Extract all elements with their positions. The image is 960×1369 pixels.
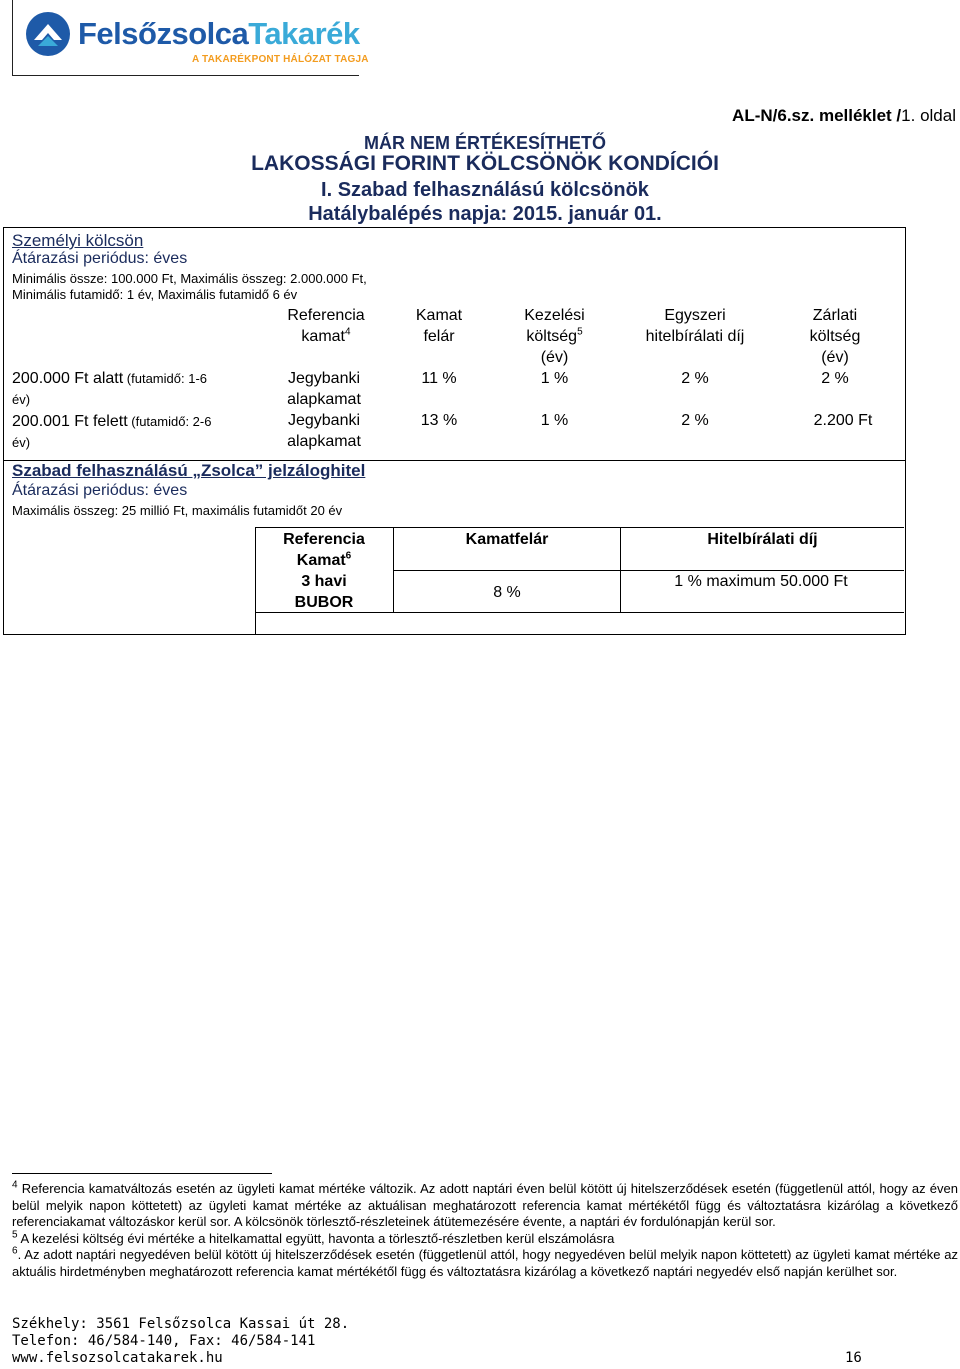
table-row-reference: 3 havi BUBOR: [294, 573, 354, 611]
footnote-6: $^6$. Az adott naptári negyedéven belül kötött új hitelszerződések esetén (függetlenül attól, hogy negyedéven belül melyik napon köttetett) az ügyleti kamat mértéke az aktuális hirdetményben meghatározott referencia kamat mértékétől függ és változtatásra kizárólag a következő naptári negyedév első napján kerülhet sor.: [12, 1245, 958, 1279]
header-closing-fee: Zárlati költség (év): [809, 307, 861, 366]
footnote-4: $^4$ Referencia kamatváltozás esetén az ügyleti kamat mértéke változik. Az adott naptári éven belül kötött új hitelszerződések esetén (függetlenül attól, hogy az éven belül melyik napon köttetett) az ügyleti kamat mértéke az aktuálisan meghatározott referencia kamat mértékétől függ és változtatásra kizárólag a következő referenciakamat változáskor kerül sor. A kölcsönök törlesztő-részleteinek átütemezésére évente, a naptári év fordulónapján kerül sor.: [12, 1179, 958, 1229]
table-row-handling: 1 %: [540, 412, 569, 429]
logo-tagline: A TAKARÉKPONT HÁLÓZAT TAGJA: [192, 54, 369, 65]
personal-loan-title: Személyi kölcsön: [12, 231, 144, 250]
table-row-reference: Jegybanki alapkamat: [287, 370, 361, 408]
title-main: LAKOSSÁGI FORINT KÖLCSÖNÖK KONDÍCIÓI: [251, 152, 719, 175]
table-row-reference: Jegybanki alapkamat: [287, 412, 361, 450]
mortgage-limits: Maximális összeg: 25 millió Ft, maximális futamidőt 20 év: [12, 503, 343, 518]
personal-loan-period: Átárazási periódus: éves: [12, 250, 188, 267]
personal-loan-limits-2: Minimális futamidő: 1 év, Maximális futamidő 6 év: [12, 287, 298, 302]
footnote-divider: [12, 1173, 272, 1174]
table-row-margin: 13 %: [420, 412, 458, 429]
table-row-closing: 2.200 Ft: [813, 412, 873, 429]
logo-arrow-icon: [24, 10, 72, 63]
table-row-handling: 1 %: [540, 370, 569, 387]
annex-label: [732, 106, 956, 126]
mortgage-period: Átárazási periódus: éves: [12, 482, 188, 499]
logo-wordmark: [78, 16, 360, 52]
header-assessment-fee: Hitelbírálati díj: [707, 531, 818, 548]
footer: [12, 1316, 349, 1367]
title-effective-date: Hatálybalépés napja: 2015. január 01.: [308, 203, 662, 225]
header-handling-fee: Kezelési költség$^5$ (év): [524, 307, 585, 366]
grid-line: [255, 527, 904, 528]
table-row-assessment: 2 %: [681, 412, 709, 429]
header-reference-rate: Referencia kamat$^4$: [287, 307, 365, 345]
header-margin: Kamat felár: [415, 307, 463, 345]
title-section: I. Szabad felhasználású kölcsönök: [321, 179, 649, 201]
table-row-closing: 2 %: [821, 370, 849, 387]
title-not-sold: MÁR NEM ÉRTÉKESÍTHETŐ: [363, 133, 606, 153]
logo-part-2: Takarék: [248, 16, 360, 51]
table-row-label: 200.000 Ft alatt (futamidő: 1-6 év): [12, 370, 208, 407]
page-number: 16: [845, 1350, 862, 1366]
annex-page: 1. oldal: [901, 106, 956, 125]
header-assessment-fee: Egyszeri hitelbírálati díj: [645, 307, 745, 345]
mortgage-title: Szabad felhasználású „Zsolca” jelzáloghitel: [12, 461, 366, 480]
annex-code: AL-N/6.sz. melléklet /: [732, 106, 902, 125]
table-row-margin: 8 %: [493, 584, 521, 601]
table-row-margin: 11 %: [421, 370, 457, 387]
footer-web-link[interactable]: www.felsozsolcatakarek.hu: [12, 1350, 223, 1366]
logo-part-1: Felsőzsolca: [78, 16, 249, 51]
header-reference-rate: Referencia Kamat$^6$: [283, 531, 365, 569]
footnote-5: $^5$ A kezelési költség évi mértéke a hitelkamattal együtt, havonta a törlesztő-részletben kerül elszámolásra: [12, 1229, 615, 1246]
footnotes: [12, 1181, 958, 1280]
personal-loan-limits-1: Minimális össze: 100.000 Ft, Maximális összeg: 2.000.000 Ft,: [12, 271, 367, 286]
table-row-label: 200.001 Ft felett (futamidő: 2-6 év): [12, 413, 212, 450]
table-row-assessment: 2 %: [681, 370, 709, 387]
footer-phone: Telefon: 46/584-140, Fax: 46/584-141: [12, 1333, 316, 1349]
header-margin: Kamatfelár: [465, 531, 549, 548]
table-row-assessment: 1 % maximum 50.000 Ft: [674, 573, 848, 590]
footer-address: Székhely: 3561 Felsőzsolca Kassai út 28.: [12, 1316, 350, 1332]
